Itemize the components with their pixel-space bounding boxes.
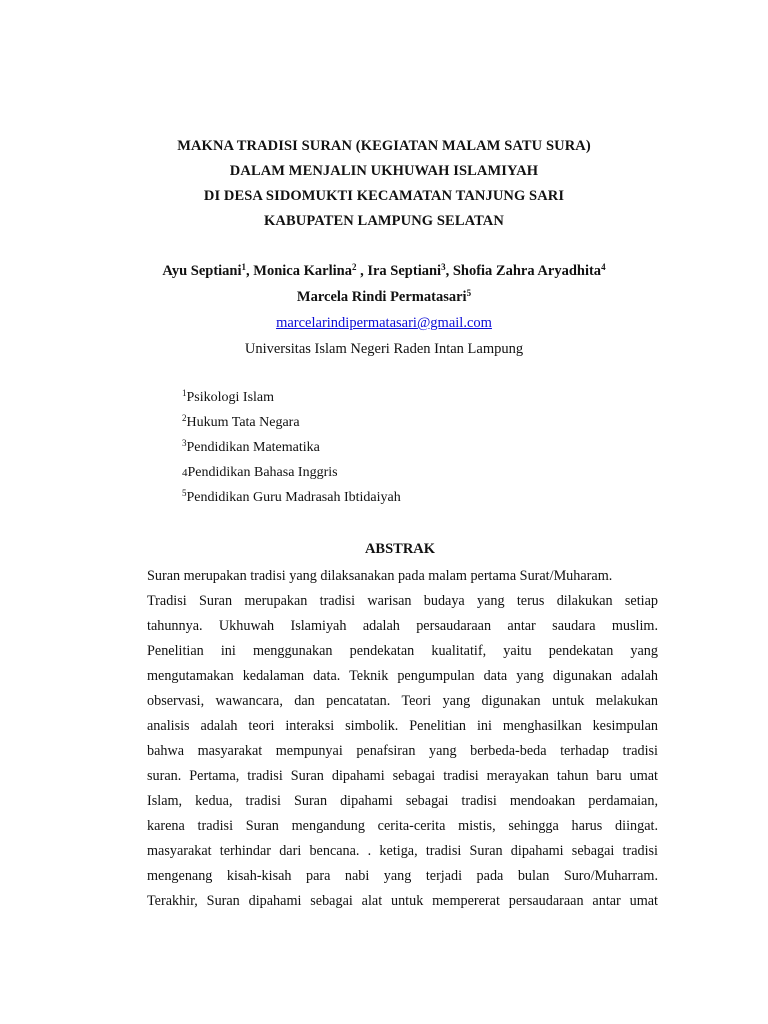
affiliation-label: Hukum Tata Negara [186, 415, 300, 430]
author-affiliation-marker: 1 [241, 262, 247, 272]
affiliation-number: 3 [182, 438, 187, 448]
author-list [0, 262, 768, 280]
affiliation-label: Psikologi Islam [186, 390, 275, 405]
author-name: Marcela Rindi Permatasari [296, 289, 467, 305]
affiliation-item [182, 414, 300, 432]
abstract-line: masyarakat terhindar dari bencana. . ketiga, tradisi Suran dipahami sebagai tradisi [147, 843, 658, 859]
author-list-line-2 [0, 288, 768, 306]
affiliation-number: 5 [182, 488, 187, 498]
affiliation-item [182, 489, 401, 507]
author-separator: , [445, 263, 453, 279]
abstract-line: mengenang kisah-kisah para nabi yang terjadi pada bulan Suro/Muharram. [147, 868, 658, 884]
author-name: Ira Septiani [367, 263, 442, 279]
author-separator: , [246, 263, 254, 279]
author-affiliation-marker: 5 [466, 288, 472, 298]
affiliation-label: Pendidikan Matematika [186, 440, 320, 455]
abstract-line: Penelitian ini menggunakan pendekatan kualitatif, yaitu pendekatan yang [147, 643, 658, 659]
affiliation-item [182, 464, 338, 482]
author-separator: , [356, 263, 368, 279]
abstract-line: analisis adalah teori interaksi simbolik. Penelitian ini menghasilkan kesimpulan [147, 718, 658, 734]
paper-title-line-3: DI DESA SIDOMUKTI KECAMATAN TANJUNG SARI [203, 188, 565, 204]
affiliation-number: 2 [182, 413, 187, 423]
paper-title-line-2: DALAM MENJALIN UKHUWAH ISLAMIYAH [229, 163, 539, 179]
abstract-line: observasi, wawancara, dan pencatatan. Teori yang digunakan untuk melakukan [147, 693, 658, 709]
abstract-heading: ABSTRAK [364, 541, 436, 557]
author-affiliation-marker: 3 [441, 262, 446, 272]
corresponding-email-link[interactable]: marcelarindipermatasari@gmail.com [276, 315, 492, 331]
affiliation-item [182, 389, 274, 407]
abstract-line: Terakhir, Suran dipahami sebagai alat untuk mempererat persaudaraan antar umat [147, 893, 658, 909]
author-affiliation-marker: 4 [601, 262, 606, 272]
author-affiliation-marker: 2 [351, 262, 357, 272]
abstract-line: suran. Pertama, tradisi Suran dipahami sebagai tradisi merayakan tahun baru umat [147, 768, 658, 784]
author-name: Ayu Septiani [162, 263, 242, 279]
affiliation-label: Pendidikan Bahasa Inggris [187, 465, 338, 480]
paper-title-line-1: MAKNA TRADISI SURAN (KEGIATAN MALAM SATU SURA) [177, 138, 591, 154]
paper-title-line-4: KABUPATEN LAMPUNG SELATAN [264, 213, 504, 229]
university-name: Universitas Islam Negeri Raden Intan Lampung [244, 341, 524, 357]
abstract-line: bahwa masyarakat mempunyai penafsiran yang berbeda-beda terhadap tradisi [147, 743, 658, 759]
abstract-line: tahunnya. Ukhuwah Islamiyah adalah persaudaraan antar saudara muslim. [147, 618, 658, 634]
abstract-line: Islam, kedua, tradisi Suran dipahami sebagai tradisi mendoakan perdamaian, [147, 793, 658, 809]
affiliation-label: Pendidikan Guru Madrasah Ibtidaiyah [186, 490, 401, 505]
abstract-line: Suran merupakan tradisi yang dilaksanakan pada malam pertama Surat/Muharam. [147, 568, 613, 584]
abstract-line: mengutamakan kedalaman data. Teknik pengumpulan data yang digunakan adalah [147, 668, 658, 684]
abstract-line: Tradisi Suran merupakan tradisi warisan budaya yang terus dilakukan setiap [147, 593, 658, 609]
author-name: Monica Karlina [253, 263, 352, 279]
affiliation-item [182, 439, 320, 457]
affiliation-number: 4 [182, 467, 188, 479]
abstract-line: karena tradisi Suran mengandung cerita-cerita mistis, sehingga harus diingat. [147, 818, 658, 834]
author-name: Shofia Zahra Aryadhita [452, 263, 602, 279]
affiliation-number: 1 [182, 388, 187, 398]
